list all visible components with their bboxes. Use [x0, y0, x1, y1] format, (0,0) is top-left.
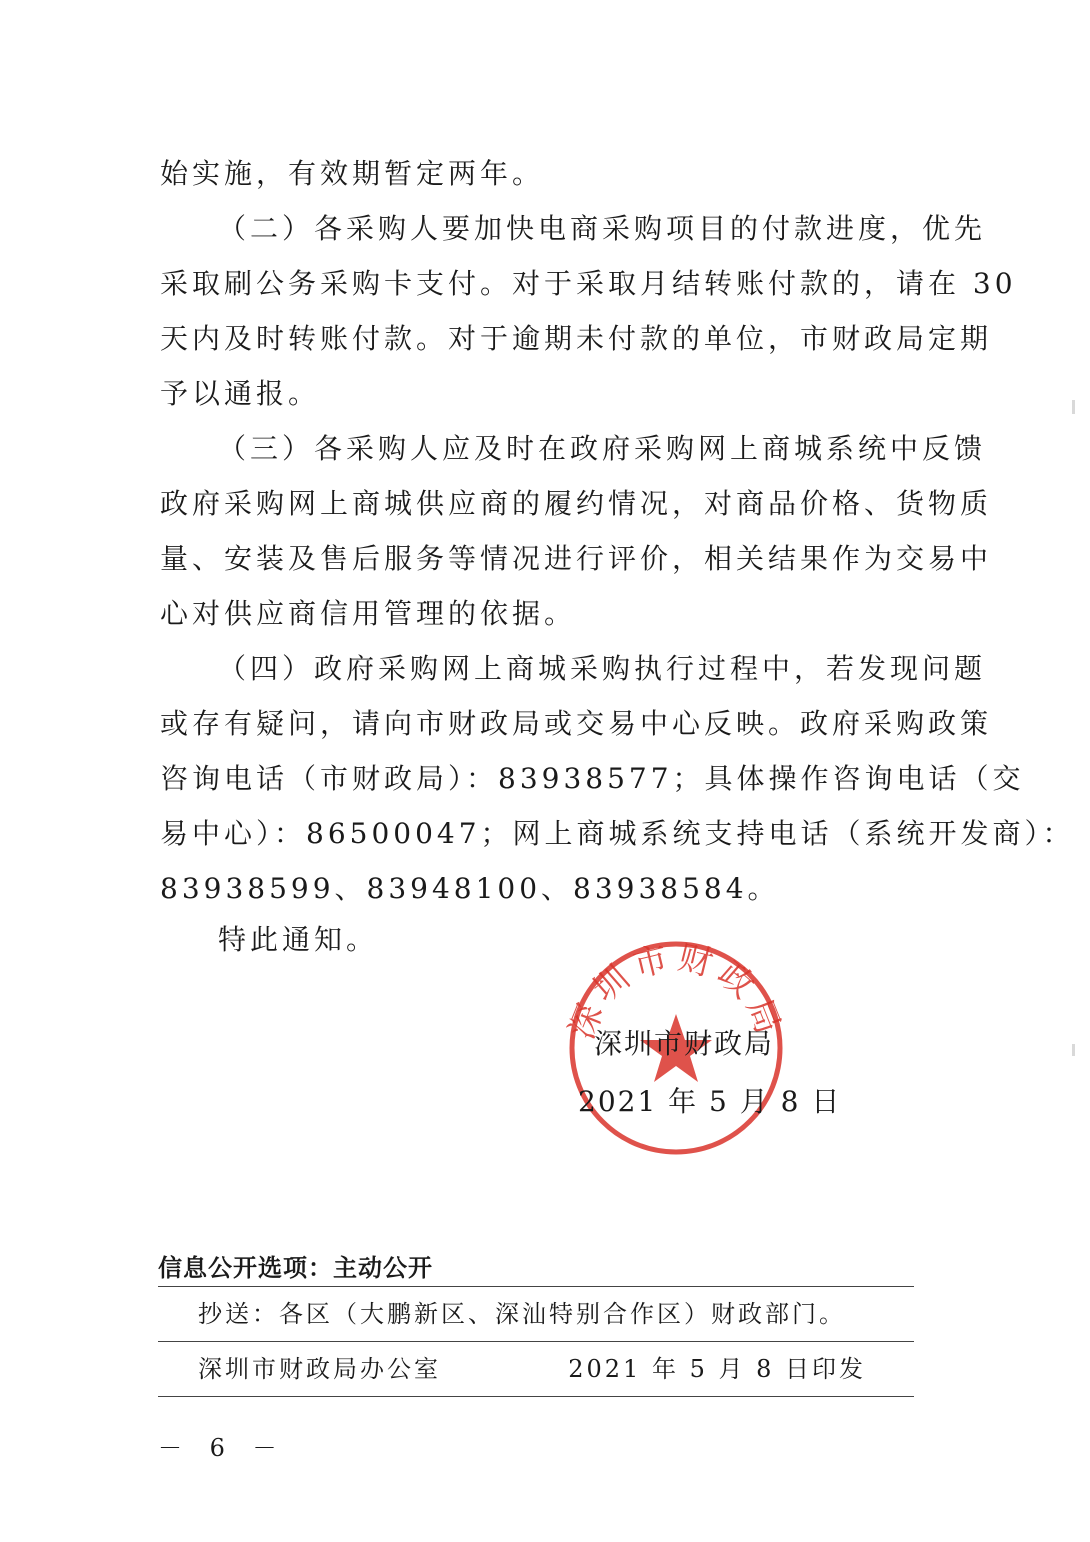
- body-line: （四）政府采购网上商城采购执行过程中，若发现问题: [218, 652, 987, 685]
- closing-text: 特此通知。: [218, 923, 379, 956]
- body-line: 予以通报。: [160, 377, 321, 410]
- signature-org: 深圳市财政局: [594, 1027, 775, 1060]
- cc-line: 抄送：各区（大鹏新区、深汕特别合作区）财政部门。: [198, 1300, 846, 1328]
- body-line: 政府采购网上商城供应商的履约情况，对商品价格、货物质: [160, 487, 993, 520]
- body-line: （三）各采购人应及时在政府采购网上商城系统中反馈: [218, 432, 987, 465]
- print-info: [158, 1342, 914, 1396]
- scan-artifact: [1072, 400, 1075, 414]
- body-line: （二）各采购人要加快电商采购项目的付款进度，优先: [218, 212, 987, 245]
- body-line: 咨询电话（市财政局）：83938577；具体操作咨询电话（交: [160, 762, 1025, 795]
- body-line: 易中心）：86500047；网上商城系统支持电话（系统开发商）：: [160, 817, 1075, 850]
- body-line: 83938599、83948100、83938584。: [160, 872, 780, 905]
- body-text: [160, 146, 1075, 916]
- disclosure-option: 信息公开选项：主动公开: [158, 1254, 433, 1282]
- body-line: 或存有疑问，请向市财政局或交易中心反映。政府采购政策: [160, 707, 993, 740]
- body-line: 采取刷公务采购卡支付。对于采取月结转账付款的，请在 30: [160, 267, 1017, 300]
- page-number: － 6 －: [158, 1434, 287, 1462]
- signature-date: 2021 年 5 月 8 日: [578, 1085, 842, 1118]
- print-date: 2021 年 5 月 8 日印发: [568, 1355, 866, 1383]
- body-line: 天内及时转账付款。对于逾期未付款的单位，市财政局定期: [160, 322, 993, 355]
- body-line: 心对供应商信用管理的依据。: [160, 597, 577, 630]
- scan-artifact: [1072, 1044, 1075, 1056]
- document-footer: [158, 1250, 914, 1397]
- body-line: 量、安装及售后服务等情况进行评价，相关结果作为交易中: [160, 542, 993, 575]
- issuing-office: 深圳市财政局办公室: [198, 1355, 441, 1383]
- body-line: 始实施，有效期暂定两年。: [160, 157, 545, 190]
- footer-divider: [158, 1396, 914, 1397]
- seal-text: 深圳市财政局: [564, 937, 788, 1045]
